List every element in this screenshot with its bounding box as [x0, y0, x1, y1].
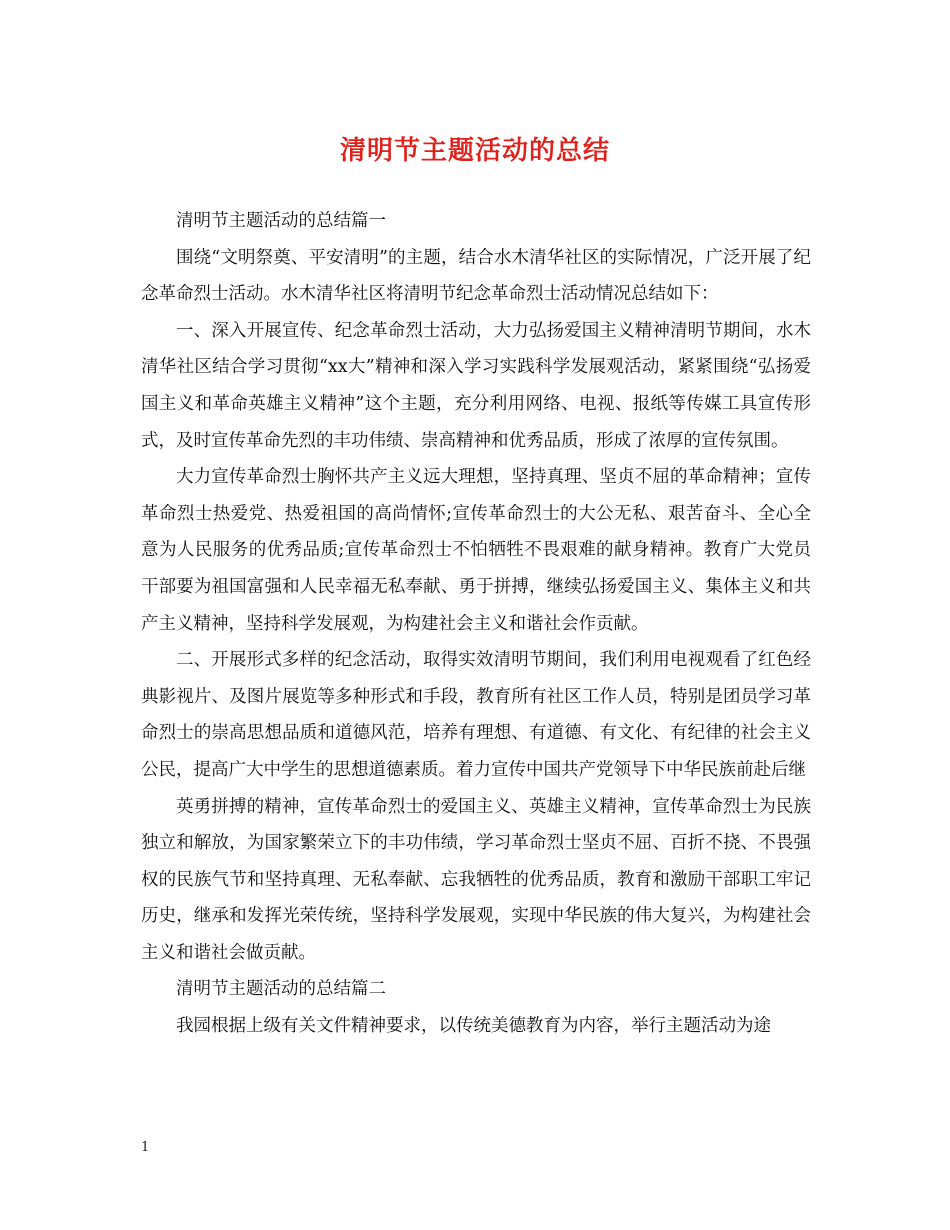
paragraph-kindergarten: 我园根据上级有关文件精神要求，以传统美德教育为内容，举行主题活动为途 — [176, 1016, 771, 1037]
paragraph-point-two: 二、开展形式多样的纪念活动，取得实效清明节期间，我们利用电视观看了红色经典影视片、及图片展览等多种形式和手段，教育所有社区工作人员，特别是团员学习革命烈士的崇高思想品质和道德风范，培养有理想、有道德、有文化、有纪律的社会主义公民，提高广大中学生的思想道德素质。着力宣传中国共产党领导下中华民族前赴后继 — [141, 650, 811, 780]
paragraph-spirit: 英勇拼搏的精神，宣传革命烈士的爱国主义、英雄主义精神，宣传革命烈士为民族独立和解放，为国家繁荣立下的丰功伟绩，学习革命烈士坚贞不屈、百折不挠、不畏强权的民族气节和坚持真理、无私奉献、忘我牺牲的优秀品质，教育和激励干部职工牢记历史，继承和发挥光荣传统，坚持科学发展观，实现中华民族的伟大复兴，为构建社会主义和谐社会做贡献。 — [141, 796, 811, 963]
paragraph-point-one: 一、深入开展宣传、纪念革命烈士活动，大力弘扬爱国主义精神清明节期间，水木清华社区结合学习贯彻“xx大”精神和深入学习实践科学发展观活动，紧紧围绕“弘扬爱国主义和革命英雄主义精神”这个主题，充分利用网络、电视、报纸等传媒工具宣传形式，及时宣传革命先烈的丰功伟绩、崇高精神和优秀品质，形成了浓厚的宣传氛围。 — [141, 320, 811, 451]
section-heading-1: 清明节主题活动的总结篇一 — [176, 211, 386, 231]
document-body — [141, 203, 811, 1045]
paragraph-intro: 围绕“文明祭奠、平安清明”的主题，结合水木清华社区的实际情况，广泛开展了纪念革命烈士活动。水木清华社区将清明节纪念革命烈士活动情况总结如下： — [141, 247, 811, 305]
paragraph-propaganda: 大力宣传革命烈士胸怀共产主义远大理想，坚持真理、坚贞不屈的革命精神；宣传革命烈士热爱党、热爱祖国的高尚情怀;宣传革命烈士的大公无私、艰苦奋斗、全心全意为人民服务的优秀品质;宣传革命烈士不怕牺牲不畏艰难的献身精神。教育广大党员干部要为祖国富强和人民幸福无私奉献、勇于拼搏，继续弘扬爱国主义、集体主义和共产主义精神，坚持科学发展观，为构建社会主义和谐社会作贡献。 — [141, 467, 811, 634]
page-number: 1 — [141, 1140, 150, 1155]
document-title: 清明节主题活动的总结 — [339, 136, 610, 166]
section-heading-2: 清明节主题活动的总结篇二 — [176, 979, 386, 1000]
